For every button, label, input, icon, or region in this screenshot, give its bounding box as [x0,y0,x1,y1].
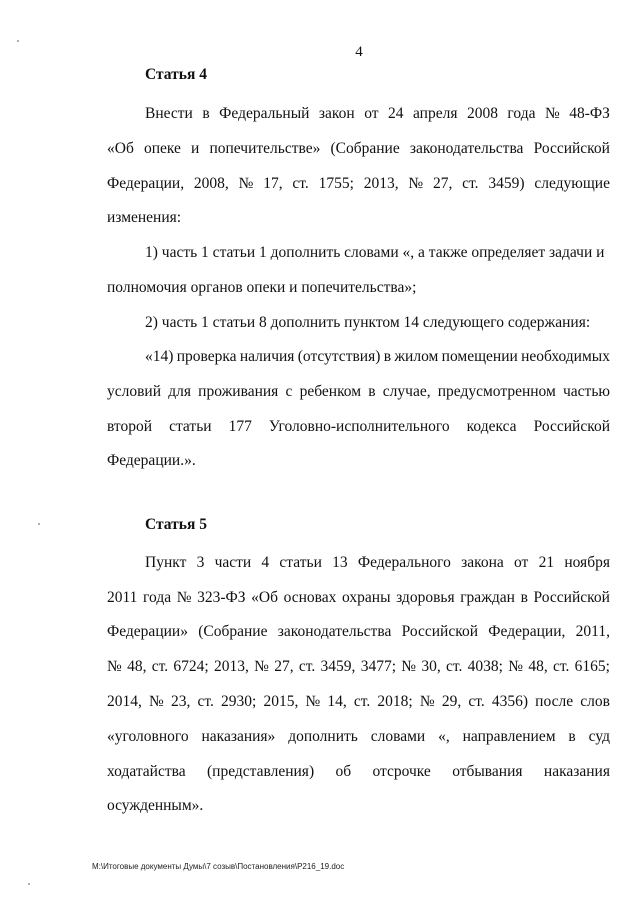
article-4-p1-line-1 [145,104,610,124]
word: 48-ФЗ [569,105,610,122]
word: охраны [342,589,391,606]
word: Федерации, [488,623,566,640]
footer-file-path: M:\Итоговые документы Думы\7 созыв\Постановления\P216_19.doc [92,862,345,871]
word: № [408,175,424,192]
word: № [544,105,560,122]
article-4-p4-line-4: Федерации.». [107,452,196,469]
word: предусмотренном [437,383,556,400]
word: «уголовного [107,728,189,745]
word: 3 [196,554,205,571]
word: граждан [460,589,515,606]
scan-speck [38,523,40,525]
word: попечительстве» [209,140,321,157]
word: «Об [107,140,134,157]
scan-speck [17,40,19,42]
article-5-p1-line-4 [107,657,610,677]
word: Внести [145,105,193,122]
word: наказания [543,763,610,780]
article-4-p4-line-2 [107,382,610,402]
article-5-p1-line-8: осужденным». [107,797,204,814]
word: 13 [332,554,348,571]
article-4-p1-line-3 [107,174,610,194]
word: № [254,658,269,675]
word: Федеральный [219,105,310,122]
word: 29, [441,693,462,710]
word: (отсутствия) [297,348,381,365]
article-4-p1-line-2 [107,139,610,159]
word: 2008, [193,175,229,192]
word: ст. [462,175,479,192]
word: в [383,348,392,365]
word: 4 [261,554,270,571]
word: Федерации» [107,623,188,640]
article-4-p2-line-1: 1) часть 1 статьи 1 дополнить словами «, а также определяет задачи и [145,244,605,261]
word: части [214,554,252,571]
word: ст. [446,658,463,675]
word: в [568,728,576,745]
word: ст. [298,658,316,675]
word: 2018; [377,693,413,710]
word: 30, [421,658,441,675]
word: № [238,175,254,192]
word: жилом [394,348,439,365]
word: ст. [353,693,371,710]
word: 17, [263,175,283,192]
word: проживания [198,383,279,400]
word: 2930; [220,693,257,710]
word: кодекса [466,418,517,435]
word: здоровья [396,589,455,606]
article-4-p4-line-1 [145,347,610,367]
word: для [168,383,191,400]
word: 24 [388,105,404,122]
word: наличия [239,348,295,365]
word: года [507,105,536,122]
word: необходимых [521,348,610,365]
word: дополнить [288,728,358,745]
word: статьи [279,554,322,571]
article-5-p1-line-5 [107,692,610,712]
article-5-p1-line-1 [145,553,610,573]
word: направлением [462,728,556,745]
article-4-title: Статья 4 [145,66,207,83]
word: 2013, [363,175,399,192]
word: Федерации, [107,175,185,192]
word: 27, [274,658,294,675]
word: 3459) [488,175,525,192]
word: Российской [533,140,610,157]
word: Уголовно-исполнительного [268,418,450,435]
word: ст. [197,693,214,710]
article-4-p1-line-4: изменения: [107,209,182,226]
word: в [520,589,528,606]
article-4-p3-line-1: 2) часть 1 статьи 8 дополнить пунктом 14 следующего содержания: [145,314,591,331]
word: опеке [143,140,181,157]
word: закона [461,554,504,571]
word: и [191,140,200,157]
word: 3459, [320,658,356,675]
word: года [143,589,172,606]
word: № [508,658,524,675]
word: ребенком [299,383,362,400]
word: 4356) [491,693,529,710]
word: 4038; [467,658,503,675]
word: ноября [564,554,610,571]
word: (представления) [207,763,315,780]
word: ст. [553,658,570,675]
word: № [401,658,417,675]
word: 6165; [574,658,610,675]
word: № [149,693,164,710]
word: следующие [534,175,610,192]
word: № [419,693,435,710]
word: Федерального [357,554,451,571]
word: 3477; [360,658,396,675]
word: апреля [412,105,458,122]
article-5-p1-line-3 [107,622,610,642]
word: № [305,693,321,710]
word: условий [107,383,162,400]
word: после [535,693,574,710]
word: ст. [468,693,485,710]
word: второй [107,418,153,435]
word: 27, [432,175,453,192]
word: 2015, [263,693,299,710]
word: с [285,383,293,400]
word: 14, [327,693,347,710]
article-4-p4-line-3 [107,417,610,437]
article-4-p2-line-2: полномочия органов опеки и попечительства»; [107,279,417,296]
word: 23, [170,693,191,710]
word: проверка [176,348,237,365]
word: «14) [145,348,174,365]
word: № [107,658,122,675]
word: Российской [401,623,479,640]
word: 6724; [173,658,209,675]
word: 2014, [107,693,142,710]
word: словами [370,728,426,745]
word: (Собрание [198,623,268,640]
article-5-p1-line-2 [107,588,610,608]
word: случае, [382,383,431,400]
word: наказания» [201,728,276,745]
word: ст. [292,175,309,192]
word: 2011 [107,589,138,606]
word: об [335,763,352,780]
word: Пункт [145,554,187,571]
word: 2013, [213,658,249,675]
word: закон [318,105,355,122]
word: 323-ФЗ [197,589,246,606]
word: 177 [228,418,252,435]
word: 1755; [318,175,354,192]
word: Российской [533,418,610,435]
word: от [514,554,529,571]
word: слов [580,693,610,710]
word: 48, [528,658,548,675]
word: в [368,383,376,400]
word: законодательства [409,140,524,157]
word: 2008 [466,105,498,122]
word: частью [563,383,610,400]
word: в [202,105,210,122]
word: 48, [127,658,147,675]
article-5-p1-line-6 [107,727,610,747]
word: ходатайства [107,763,186,780]
word: отбывания [452,763,523,780]
word: суд [588,728,610,745]
word: «, [438,728,450,745]
word: законодательства [277,623,392,640]
page-number: 4 [355,44,363,60]
article-5-p1-line-7 [107,762,610,782]
word: помещении [441,348,518,365]
word: ст. [151,658,169,675]
article-5-title: Статья 5 [145,516,207,533]
scan-speck [28,883,30,885]
word: 21 [538,554,555,571]
word: (Собрание [330,140,400,157]
word: Российской [533,589,610,606]
word: основах [283,589,337,606]
word: отсрочке [372,763,431,780]
word: статьи [169,418,212,435]
word: от [364,105,379,122]
word: «Об [251,589,278,606]
word: № [176,589,192,606]
word: 2011, [575,623,610,640]
